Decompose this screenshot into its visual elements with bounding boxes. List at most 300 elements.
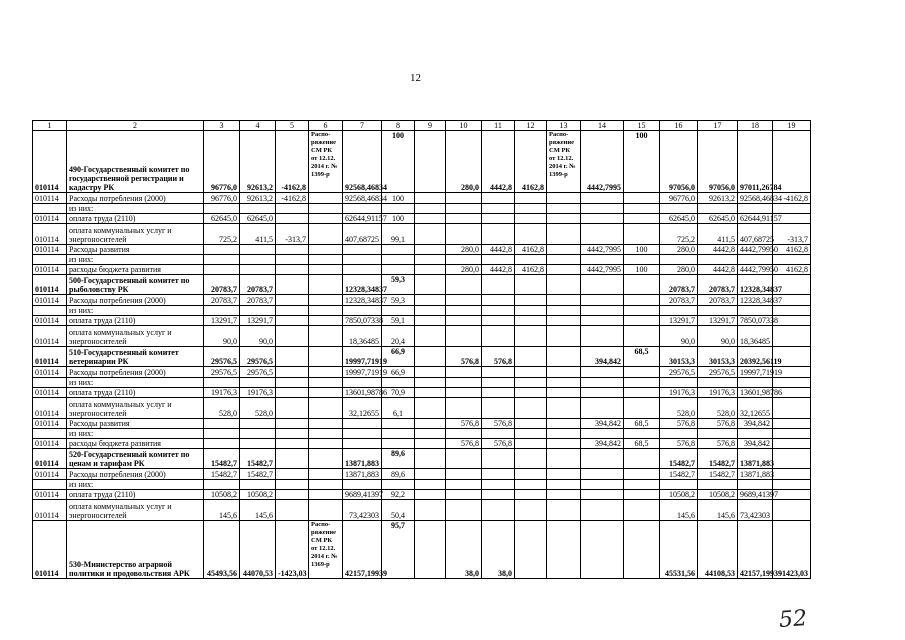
table-cell xyxy=(482,275,515,295)
table-cell: 10508,2 xyxy=(240,490,276,500)
table-cell xyxy=(204,265,240,275)
table-cell xyxy=(204,439,240,449)
table-cell: 70,9 xyxy=(382,388,415,398)
table-cell: 407,68725 xyxy=(343,224,382,245)
table-row xyxy=(33,275,811,295)
column-header: 2 xyxy=(67,121,204,131)
table-cell xyxy=(446,193,482,204)
table-row xyxy=(33,419,811,429)
table-cell: расходы бюджета развития xyxy=(67,265,204,275)
table-cell: 13871,883 xyxy=(738,449,773,469)
table-cell xyxy=(624,255,660,265)
column-header: 14 xyxy=(581,121,624,131)
table-cell xyxy=(581,449,624,469)
table-cell xyxy=(624,214,660,224)
table-cell xyxy=(515,439,547,449)
table-cell: 576,8 xyxy=(482,419,515,429)
table-cell: 010114 xyxy=(33,295,67,306)
table-cell: 10508,2 xyxy=(660,490,698,500)
table-cell: 19176,3 xyxy=(240,388,276,398)
table-cell xyxy=(482,469,515,480)
table-cell xyxy=(515,295,547,306)
table-cell: Расходы потребления (2000) xyxy=(67,295,204,306)
table-cell: 407,68725 xyxy=(738,224,773,245)
table-cell xyxy=(773,398,811,419)
table-cell xyxy=(515,500,547,521)
table-cell: 100 xyxy=(624,265,660,275)
table-cell: 13601,98786 xyxy=(343,388,382,398)
table-cell: 29576,5 xyxy=(204,347,240,367)
table-cell: 13291,7 xyxy=(240,316,276,326)
table-cell xyxy=(204,245,240,255)
table-cell xyxy=(240,429,276,439)
table-cell xyxy=(515,367,547,378)
table-cell: 100 xyxy=(382,214,415,224)
table-cell xyxy=(240,419,276,429)
column-header: 7 xyxy=(343,121,382,131)
column-header: 3 xyxy=(204,121,240,131)
table-cell: 96776,0 xyxy=(204,193,240,204)
table-cell: 4442,7995 xyxy=(581,245,624,255)
table-cell xyxy=(240,439,276,449)
table-cell: 44108,53 xyxy=(698,521,738,579)
table-cell xyxy=(773,439,811,449)
table-cell xyxy=(581,378,624,388)
table-cell: 4442,8 xyxy=(698,265,738,275)
table-cell: 4442,7995 xyxy=(581,265,624,275)
table-cell xyxy=(547,490,581,500)
table-row xyxy=(33,521,811,579)
table-cell: 145,6 xyxy=(660,500,698,521)
table-cell xyxy=(515,347,547,367)
table-cell xyxy=(773,306,811,316)
table-cell: Расходы развития xyxy=(67,245,204,255)
table-cell: -1423,03 xyxy=(276,521,309,579)
table-cell xyxy=(33,204,67,214)
table-cell: оплата труда (2110) xyxy=(67,490,204,500)
table-cell: 97056,0 xyxy=(698,131,738,193)
table-cell xyxy=(276,429,309,439)
table-cell xyxy=(581,306,624,316)
table-cell xyxy=(309,214,343,224)
table-cell: 576,8 xyxy=(446,439,482,449)
table-cell xyxy=(624,429,660,439)
table-cell xyxy=(482,480,515,490)
table-cell: 530-Министерство аграрной политики и продовольствия АРК xyxy=(67,521,204,579)
table-cell: 20392,56119 xyxy=(738,347,773,367)
table-cell: 15482,7 xyxy=(240,469,276,480)
table-cell xyxy=(309,367,343,378)
table-cell: 59,1 xyxy=(382,316,415,326)
table-cell xyxy=(581,255,624,265)
table-cell: 59,3 xyxy=(382,295,415,306)
table-cell xyxy=(581,521,624,579)
table-cell: расходы бюджета развития xyxy=(67,439,204,449)
table-row xyxy=(33,388,811,398)
table-cell: 4442,8 xyxy=(482,265,515,275)
table-row xyxy=(33,255,811,265)
table-cell xyxy=(446,326,482,347)
table-cell xyxy=(415,214,446,224)
table-row xyxy=(33,367,811,378)
table-cell xyxy=(515,490,547,500)
table-cell xyxy=(382,439,415,449)
table-cell: Распо- ряжение СМ РК от 12.12. 2014 г. № 1399-р xyxy=(547,131,581,193)
table-cell: Расходы потребления (2000) xyxy=(67,469,204,480)
table-cell xyxy=(382,265,415,275)
table-cell xyxy=(515,204,547,214)
table-cell: 89,6 xyxy=(382,449,415,469)
table-cell: 13871,883 xyxy=(738,469,773,480)
table-cell: 100 xyxy=(624,131,660,193)
table-cell xyxy=(446,255,482,265)
table-cell: 4442,79950 xyxy=(738,265,773,275)
table-cell: 68,5 xyxy=(624,347,660,367)
table-cell: 15482,7 xyxy=(204,469,240,480)
table-cell xyxy=(581,295,624,306)
table-cell xyxy=(415,490,446,500)
table-cell: 44070,53 xyxy=(240,521,276,579)
table-cell: 45493,56 xyxy=(204,521,240,579)
table-cell xyxy=(309,419,343,429)
table-cell xyxy=(276,214,309,224)
table-cell: 13291,7 xyxy=(204,316,240,326)
table-cell: 010114 xyxy=(33,326,67,347)
table-row xyxy=(33,480,811,490)
table-cell xyxy=(515,469,547,480)
table-cell: из них: xyxy=(67,306,204,316)
table-cell xyxy=(581,500,624,521)
table-cell xyxy=(446,449,482,469)
table-cell: 576,8 xyxy=(660,439,698,449)
table-cell xyxy=(581,275,624,295)
table-cell: 4442,8 xyxy=(482,245,515,255)
table-cell xyxy=(446,316,482,326)
table-cell: 4162,8 xyxy=(515,265,547,275)
table-cell xyxy=(515,275,547,295)
table-cell: 20783,7 xyxy=(660,295,698,306)
table-cell xyxy=(581,429,624,439)
table-cell xyxy=(309,306,343,316)
table-cell xyxy=(773,490,811,500)
table-cell: 66,9 xyxy=(382,347,415,367)
table-cell: 92568,46834 xyxy=(343,131,382,193)
table-cell xyxy=(33,378,67,388)
table-cell xyxy=(415,419,446,429)
table-cell: 50,4 xyxy=(382,500,415,521)
table-cell: 20783,7 xyxy=(698,275,738,295)
table-cell xyxy=(33,429,67,439)
table-cell xyxy=(581,480,624,490)
table-cell: 4162,8 xyxy=(515,131,547,193)
table-cell xyxy=(738,306,773,316)
table-cell: 500-Государственный комитет по рыболовству РК xyxy=(67,275,204,295)
table-cell xyxy=(482,388,515,398)
table-cell: 19997,71919 xyxy=(738,367,773,378)
table-cell xyxy=(309,275,343,295)
table-cell xyxy=(773,255,811,265)
table-cell xyxy=(482,214,515,224)
table-cell: 394,842 xyxy=(581,419,624,429)
table-cell xyxy=(446,224,482,245)
table-cell xyxy=(482,429,515,439)
table-cell xyxy=(415,316,446,326)
table-cell: 010114 xyxy=(33,347,67,367)
table-cell xyxy=(547,275,581,295)
table-cell xyxy=(581,398,624,419)
table-cell: 10508,2 xyxy=(698,490,738,500)
table-row xyxy=(33,131,811,193)
table-cell xyxy=(773,204,811,214)
table-cell: Расходы развития xyxy=(67,419,204,429)
table-cell: 90,0 xyxy=(698,326,738,347)
table-cell: 280,0 xyxy=(446,131,482,193)
table-cell: 38,0 xyxy=(482,521,515,579)
table-cell xyxy=(581,469,624,480)
table-cell xyxy=(581,193,624,204)
table-cell: 010114 xyxy=(33,449,67,469)
table-cell: 29576,5 xyxy=(204,367,240,378)
table-cell: 15482,7 xyxy=(660,449,698,469)
table-cell: 411,5 xyxy=(698,224,738,245)
column-header: 18 xyxy=(738,121,773,131)
column-header: 19 xyxy=(773,121,811,131)
table-cell xyxy=(415,275,446,295)
table-cell: 32,12655 xyxy=(738,398,773,419)
table-cell xyxy=(343,245,382,255)
table-cell: из них: xyxy=(67,480,204,490)
table-cell: 010114 xyxy=(33,490,67,500)
table-cell xyxy=(738,378,773,388)
table-cell xyxy=(240,306,276,316)
table-cell xyxy=(204,378,240,388)
table-cell xyxy=(276,439,309,449)
table-cell xyxy=(343,265,382,275)
table-cell xyxy=(547,295,581,306)
table-row xyxy=(33,316,811,326)
table-cell xyxy=(382,204,415,214)
table-cell: 19997,71919 xyxy=(343,347,382,367)
table-cell: 010114 xyxy=(33,224,67,245)
table-cell: 18,36485 xyxy=(738,326,773,347)
column-header: 13 xyxy=(547,121,581,131)
table-cell: 19176,3 xyxy=(204,388,240,398)
table-cell xyxy=(482,500,515,521)
table-cell xyxy=(446,214,482,224)
table-cell: 62645,0 xyxy=(698,214,738,224)
table-cell: 010114 xyxy=(33,367,67,378)
table-cell: 62645,0 xyxy=(240,214,276,224)
table-cell xyxy=(276,469,309,480)
table-cell xyxy=(482,367,515,378)
table-cell xyxy=(482,378,515,388)
table-cell: 19997,71919 xyxy=(343,367,382,378)
table-cell: 62645,0 xyxy=(660,214,698,224)
table-cell: 92,2 xyxy=(382,490,415,500)
table-cell: 010114 xyxy=(33,275,67,295)
table-cell xyxy=(240,255,276,265)
table-cell xyxy=(276,245,309,255)
table-cell xyxy=(415,480,446,490)
table-cell xyxy=(343,419,382,429)
column-header: 15 xyxy=(624,121,660,131)
table-cell: 13601,98786 xyxy=(738,388,773,398)
table-cell: -313,7 xyxy=(773,224,811,245)
budget-table-container xyxy=(32,120,810,579)
table-cell xyxy=(547,500,581,521)
table-cell xyxy=(33,255,67,265)
table-cell: оплата коммунальных услуг и энергоносителей xyxy=(67,326,204,347)
table-cell: 20783,7 xyxy=(204,275,240,295)
table-cell: из них: xyxy=(67,378,204,388)
table-cell: 90,0 xyxy=(240,326,276,347)
table-cell xyxy=(660,204,698,214)
table-cell xyxy=(446,275,482,295)
table-cell xyxy=(309,388,343,398)
table-cell: 394,842 xyxy=(738,419,773,429)
table-cell xyxy=(276,306,309,316)
table-cell: 528,0 xyxy=(698,398,738,419)
table-cell xyxy=(773,316,811,326)
table-cell: 73,42303 xyxy=(738,500,773,521)
table-cell: 145,6 xyxy=(204,500,240,521)
table-cell: из них: xyxy=(67,429,204,439)
table-cell xyxy=(581,224,624,245)
table-cell: оплата труда (2110) xyxy=(67,316,204,326)
table-cell xyxy=(415,500,446,521)
table-cell xyxy=(660,429,698,439)
table-cell xyxy=(624,224,660,245)
column-header: 17 xyxy=(698,121,738,131)
table-cell xyxy=(415,398,446,419)
table-cell xyxy=(343,429,382,439)
table-cell: 45531,56 xyxy=(660,521,698,579)
table-cell xyxy=(415,255,446,265)
table-cell xyxy=(382,255,415,265)
table-cell xyxy=(738,429,773,439)
table-row xyxy=(33,490,811,500)
table-cell xyxy=(446,388,482,398)
table-cell: 15482,7 xyxy=(698,469,738,480)
table-cell xyxy=(581,367,624,378)
table-cell: 4442,79950 xyxy=(738,245,773,255)
table-cell: 9689,41397 xyxy=(738,490,773,500)
table-cell: 010114 xyxy=(33,521,67,579)
table-cell: 30153,3 xyxy=(698,347,738,367)
table-cell xyxy=(738,480,773,490)
table-cell: 92613,2 xyxy=(240,193,276,204)
table-cell: 576,8 xyxy=(660,419,698,429)
table-cell xyxy=(624,295,660,306)
table-cell: 68,5 xyxy=(624,439,660,449)
table-cell xyxy=(547,419,581,429)
table-cell: 62644,91157 xyxy=(738,214,773,224)
table-cell xyxy=(547,204,581,214)
table-cell: 010114 xyxy=(33,469,67,480)
table-cell: 12328,34837 xyxy=(343,295,382,306)
table-cell xyxy=(515,449,547,469)
table-cell: оплата труда (2110) xyxy=(67,214,204,224)
table-cell xyxy=(773,449,811,469)
table-cell: Распо- ряжение СМ РК от 12.12. 2014 г. № 1369-р xyxy=(309,521,343,579)
table-cell xyxy=(581,490,624,500)
table-cell xyxy=(698,306,738,316)
table-cell: 19176,3 xyxy=(660,388,698,398)
table-cell: 100 xyxy=(382,193,415,204)
table-cell xyxy=(698,255,738,265)
table-row xyxy=(33,224,811,245)
table-cell: 576,8 xyxy=(698,419,738,429)
table-cell xyxy=(382,480,415,490)
table-cell xyxy=(204,204,240,214)
table-cell xyxy=(276,500,309,521)
table-cell: оплата коммунальных услуг и энергоносителей xyxy=(67,500,204,521)
table-cell: 010114 xyxy=(33,131,67,193)
table-cell xyxy=(415,265,446,275)
table-cell: 42157,19939 xyxy=(738,521,773,579)
table-cell xyxy=(309,490,343,500)
table-cell xyxy=(276,316,309,326)
table-cell: 576,8 xyxy=(446,419,482,429)
table-cell xyxy=(773,419,811,429)
table-cell xyxy=(309,204,343,214)
table-cell xyxy=(382,419,415,429)
table-cell xyxy=(624,388,660,398)
header-row xyxy=(33,121,811,131)
table-cell xyxy=(382,378,415,388)
table-cell: 4442,8 xyxy=(482,131,515,193)
table-cell xyxy=(343,255,382,265)
table-cell xyxy=(446,295,482,306)
table-cell xyxy=(309,224,343,245)
table-cell xyxy=(624,449,660,469)
column-header: 6 xyxy=(309,121,343,131)
table-cell: 32,12655 xyxy=(343,398,382,419)
column-header: 5 xyxy=(276,121,309,131)
table-cell xyxy=(624,204,660,214)
table-cell: 725,2 xyxy=(660,224,698,245)
table-cell xyxy=(415,439,446,449)
table-cell xyxy=(547,326,581,347)
table-cell xyxy=(415,521,446,579)
table-cell: 29576,5 xyxy=(698,367,738,378)
table-cell xyxy=(515,429,547,439)
table-cell xyxy=(204,306,240,316)
table-cell xyxy=(482,326,515,347)
table-cell xyxy=(415,469,446,480)
table-cell xyxy=(660,255,698,265)
table-cell xyxy=(547,367,581,378)
table-cell xyxy=(204,480,240,490)
table-cell xyxy=(343,439,382,449)
table-cell xyxy=(446,480,482,490)
table-cell xyxy=(382,245,415,255)
table-cell: 92613,2 xyxy=(240,131,276,193)
table-cell: 20783,7 xyxy=(698,295,738,306)
table-cell xyxy=(515,255,547,265)
table-cell xyxy=(515,388,547,398)
table-cell xyxy=(276,490,309,500)
table-cell: 13871,883 xyxy=(343,449,382,469)
table-cell: 411,5 xyxy=(240,224,276,245)
table-cell: 280,0 xyxy=(446,265,482,275)
table-cell xyxy=(773,500,811,521)
table-cell xyxy=(415,306,446,316)
table-cell xyxy=(624,378,660,388)
table-cell xyxy=(547,439,581,449)
table-cell: 145,6 xyxy=(240,500,276,521)
column-header: 16 xyxy=(660,121,698,131)
